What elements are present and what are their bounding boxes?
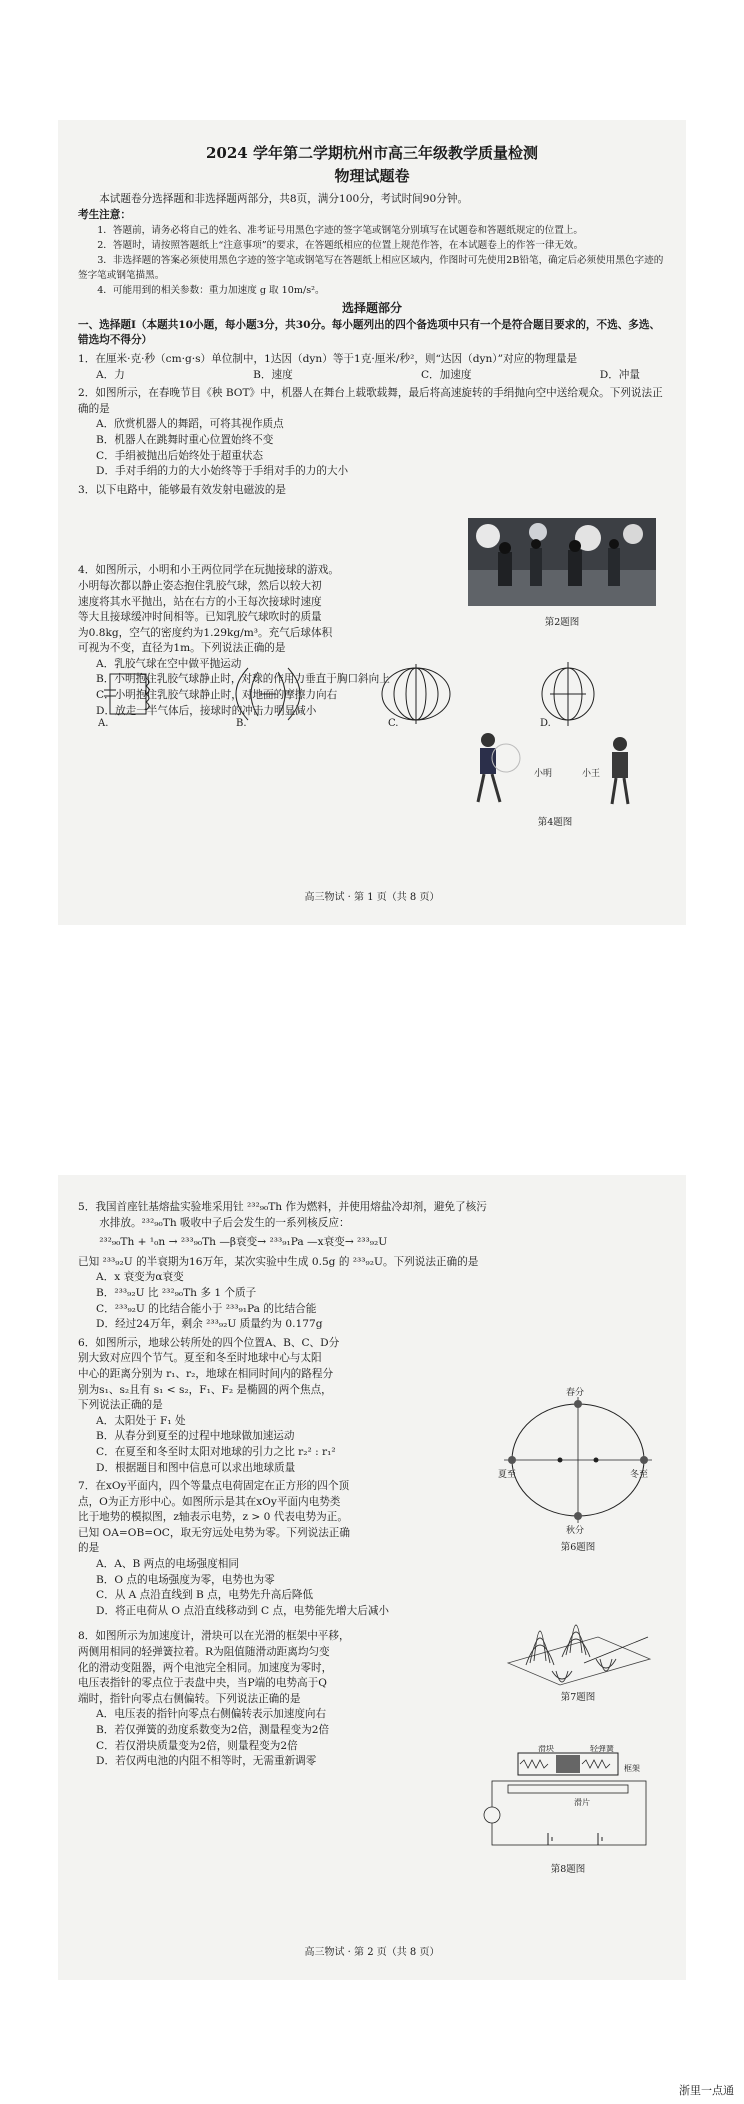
page-2-footer: 高三物试 · 第 2 页（共 8 页）	[304, 1947, 440, 1958]
note-2: 2．答题时，请按照答题纸上“注意事项”的要求，在答题纸相应的位置上规范作答，在本试题卷上的作答一律无效。	[97, 240, 584, 252]
q4-line-4: 等大且接球缓冲时间相等。已知乳胶气球吹时的质量	[78, 611, 322, 624]
question-1	[78, 352, 666, 383]
figure-2-caption: 第2题图	[544, 617, 580, 628]
earth-d	[574, 1400, 582, 1408]
q6-orbit-figure	[498, 1385, 658, 1535]
q2-option-c: C．手绢被抛出后始终处于超重状态	[96, 449, 264, 462]
q1-option-d: D．冲量	[599, 368, 640, 381]
note-1: 1．答题前，请务必将自己的姓名、准考证号用黑色字迹的签字笔或钢笔分别填写在试题卷和答题纸规定的位置上。	[97, 225, 583, 237]
q6-option-b: B．从春分到夏至的过程中地球做加速运动	[96, 1430, 295, 1443]
figure-6-caption: 第6题图	[560, 1542, 596, 1553]
q2-option-a: A．欣赏机器人的舞蹈，可将其视作质点	[96, 418, 284, 431]
q4-line-5: 为0.8kg，空气的密度约为1.29kg/m³。充气后球体积	[78, 626, 333, 639]
q7-line-1: 7．在xOy平面内，四个等量点电荷固定在正方形的四个顶	[78, 1480, 350, 1493]
figure-8-caption: 第8题图	[550, 1864, 586, 1875]
figure-4-caption: 第4题图	[537, 817, 573, 828]
label-slider: 滑块	[538, 1745, 554, 1753]
q4-line-2: 小明每次都以静止姿态抱住乳胶气球，然后以较大初	[78, 579, 322, 592]
q7-option-a: A．A、B 两点的电场强度相同	[96, 1558, 239, 1571]
q5-option-d: D．经过24万年，剩余 ²³³₉₂U 质量约为 0.177g	[96, 1318, 323, 1331]
watermark-corner: 浙里一点通	[679, 2084, 734, 2097]
slider-block	[556, 1755, 580, 1773]
balloon-ball	[492, 744, 520, 772]
q6-option-d: D．根据题目和图中信息可以求出地球质量	[96, 1461, 296, 1474]
rheostat-r	[508, 1785, 628, 1793]
section-title: 选择题部分	[341, 301, 402, 316]
circuit-label-d: D.	[540, 718, 551, 728]
label-frame: 框架	[624, 1764, 640, 1773]
section-1-instructions: 一、选择题Ⅰ（本题共10小题，每小题3分，共30分。每小题列出的四个备选项中只有一个是符合题目要求的，不选、多选、错选均不得分）	[78, 318, 661, 347]
circuit-label-b: B.	[236, 718, 247, 728]
q8-line-2: 两侧用相同的轻弹簧拉着。R为阻值随滑动距离均匀变	[78, 1646, 330, 1659]
circuit-c-field	[382, 664, 450, 724]
q8-line-5: 端时，指针向零点右侧偏转。下列说法正确的是	[78, 1692, 301, 1705]
q8-accelerometer-figure	[478, 1745, 658, 1855]
q5-option-a: A．x 衰变为α衰变	[96, 1271, 184, 1284]
q8-line-1: 8．如图所示为加速度计，滑块可以在光滑的框架中平移，	[78, 1630, 350, 1643]
focus-f1	[558, 1458, 563, 1463]
q6-line-1: 6．如图所示，地球公转所处的四个位置A、B、C、D分	[78, 1336, 340, 1349]
q8-line-3: 化的滑动变阻器，两个电池完全相同。加速度为零时，	[78, 1661, 333, 1674]
q6-line-2: 别大致对应四个节气。夏至和冬至时地球中心与太阳	[78, 1352, 322, 1365]
q5-option-c: C．²³³₉₂U 的比结合能小于 ²³³₉₁Pa 的比结合能	[96, 1302, 317, 1315]
label-xiaowang: 小王	[582, 769, 601, 779]
q6-option-c: C．在夏至和冬至时太阳对地球的引力之比 r₂² : r₁²	[96, 1445, 336, 1458]
label-spring: 春分	[566, 1388, 585, 1398]
q5-line-1: 5．我国首座钍基熔盐实验堆采用钍 ²³²₉₀Th 作为燃料，并使用熔盐冷却剂，避免了核污	[78, 1201, 487, 1213]
q1-option-a: A．力	[96, 368, 125, 381]
voltmeter	[484, 1807, 500, 1823]
q8-line-4: 电压表指针的零点位于表盘中央，当P端的电势高于Q	[78, 1677, 327, 1690]
question-1-options	[78, 368, 666, 384]
q7-potential-figure	[498, 1567, 658, 1687]
circuit-d-dipole	[542, 662, 594, 726]
xiaowang-head	[613, 737, 627, 751]
notes-header: 考生注意：	[78, 208, 131, 221]
q6-line-4: 别为s₁、s₂且有 s₁ < s₂，F₁、F₂ 是椭圆的两个焦点，	[78, 1383, 332, 1396]
exam-page-2	[58, 1175, 686, 1980]
q6-line-3: 中心的距离分别为 r₁、r₂，地球在相同时间内的路程分	[78, 1367, 334, 1380]
q1-option-c: C．加速度	[420, 368, 472, 381]
question-3-text: 3．以下电路中，能够最有效发射电磁波的是	[78, 483, 287, 496]
q2-option-b: B．机器人在跳舞时重心位置始终不变	[96, 433, 274, 446]
label-spring: 轻弹簧	[590, 1745, 614, 1753]
q7-line-3: 比于地势的模拟图，z轴表示电势，z > 0 代表电势为正。	[78, 1511, 348, 1524]
earth-c	[640, 1456, 648, 1464]
circuit-label-a: A.	[98, 718, 109, 728]
page-1-footer: 高三物试 · 第 1 页（共 8 页）	[304, 892, 440, 903]
q2-option-d: D．手对手绢的力的大小始终等于手绢对手的力的大小	[96, 465, 349, 478]
q6-option-a: A．太阳处于 F₁ 处	[96, 1414, 186, 1427]
exam-intro: 本试题卷分选择题和非选择题两部分，共8页，满分100分，考试时间90分钟。	[99, 193, 469, 205]
q4-line-3: 速度将其水平抛出，站在右方的小王每次接球时速度	[78, 595, 322, 608]
q7-line-5: 的是	[78, 1542, 100, 1555]
label-winter: 冬至	[630, 1470, 649, 1480]
left-spring	[520, 1760, 548, 1768]
question-2-text: 2．如图所示，在春晚节目《秧 BOT》中，机器人在舞台上载歌载舞，最后将高速旋转的手绢抛向空中送给观众。下列说法正确的是	[78, 387, 663, 415]
question-1-text: 1．在厘米·克·秒（cm·g·s）单位制中，1达因（dyn）等于1克·厘米/秒²，则“达因（dyn）”对应的物理量是	[78, 352, 578, 365]
potential-peaks	[526, 1625, 590, 1665]
q4-line-6: 可视为不变，直径为1m。下列说法正确的是	[78, 642, 286, 655]
exam-subtitle: 物理试题卷	[334, 167, 410, 185]
figure-7-caption: 第7题图	[560, 1692, 596, 1703]
q8-option-d: D．若仅两电池的内阻不相等时，无需重新调零	[96, 1755, 317, 1768]
q7-option-d: D．将正电荷从 O 点沿直线移动到 C 点，电势能先增大后减小	[96, 1604, 390, 1617]
q4-option-c: C．小明抱住乳胶气球静止时，对地面的摩擦力向右	[96, 689, 338, 702]
circuit-label-c: C.	[388, 718, 399, 728]
robot-stage-photo	[468, 518, 656, 606]
label-xiaoming: 小明	[534, 769, 553, 779]
circuit-loop	[492, 1781, 646, 1845]
note-3: 3．非选择题的答案必须使用黑色字迹的签字笔或钢笔写在答题纸上相应区域内，作图时可先使用2B铅笔，确定后必须使用黑色字迹的签字笔或钢笔描黑。	[78, 255, 664, 282]
q7-option-b: B．O 点的电场强度为零，电势也为零	[96, 1573, 275, 1586]
focus-f2	[594, 1458, 599, 1463]
q4-option-d: D．放走一半气体后，接球时的冲击力明显减小	[96, 704, 317, 717]
earth-a	[508, 1456, 516, 1464]
q7-line-4: 已知 OA=OB=OC，取无穷远处电势为零。下列说法正确	[78, 1526, 350, 1539]
label-summer: 夏至	[498, 1470, 517, 1480]
q4-students-figure	[450, 730, 660, 810]
question-5	[78, 1200, 666, 1333]
q5-equation: ²³²₉₀Th + ¹₀n → ²³³₉₀Th —β衰变→ ²³³₉₁Pa —x衰变→ ²³³₉₂U	[99, 1236, 388, 1249]
label-slide: 滑片	[574, 1798, 590, 1807]
q8-option-b: B．若仅弹簧的劲度系数变为2倍，测量程变为2倍	[96, 1724, 330, 1736]
xoy-plane	[508, 1637, 650, 1685]
q1-option-b: B．速度	[253, 368, 293, 381]
label-autumn: 秋分	[566, 1526, 585, 1535]
q7-line-2: 点，O为正方形中心。如图所示是其在xOy平面内电势类	[78, 1495, 341, 1508]
xiaoming-head	[481, 733, 495, 747]
q5-option-b: B．²³³₉₂U 比 ²³²₉₀Th 多 1 个质子	[96, 1286, 257, 1299]
q6-line-5: 下列说法正确的是	[78, 1399, 163, 1412]
q3-circuit-figures	[98, 660, 658, 728]
q8-option-c: C．若仅滑块质量变为2倍，则量程变为2倍	[96, 1739, 298, 1752]
circuit-a-lc	[104, 674, 149, 714]
exam-page-1	[58, 120, 686, 925]
question-2	[78, 386, 666, 480]
exam-title: 2024 学年第二学期杭州市高三年级教学质量检测	[206, 144, 538, 162]
page-1-content	[78, 142, 666, 719]
q8-option-a: A．电压表的指针向零点右侧偏转表示加速度向右	[96, 1708, 327, 1721]
circuit-b-plates	[236, 668, 300, 720]
q4-option-b: B．小明抱住乳胶气球静止时，对球的作用力垂直于胸口斜向上	[96, 673, 390, 686]
q5-line-2: 水排放。²³²₉₀Th 吸收中子后会发生的一系列核反应：	[99, 1216, 350, 1229]
potential-wells	[552, 1659, 616, 1682]
q4-line-1: 4．如图所示，小明和小王两位同学在玩抛接球的游戏。	[78, 564, 339, 577]
right-spring	[582, 1760, 610, 1768]
q4-option-a: A．乳胶气球在空中做平抛运动	[96, 657, 242, 670]
note-4: 4．可能用到的相关参数：重力加速度 g 取 10m/s²。	[97, 285, 325, 297]
q7-option-c: C．从 A 点沿直线到 B 点，电势先升高后降低	[96, 1589, 314, 1602]
q5-given: 已知 ²³³₉₂U 的半衰期为16万年，某次实验中生成 0.5g 的 ²³³₉₂U。下列说法正确的是	[78, 1255, 479, 1268]
earth-b	[574, 1512, 582, 1520]
